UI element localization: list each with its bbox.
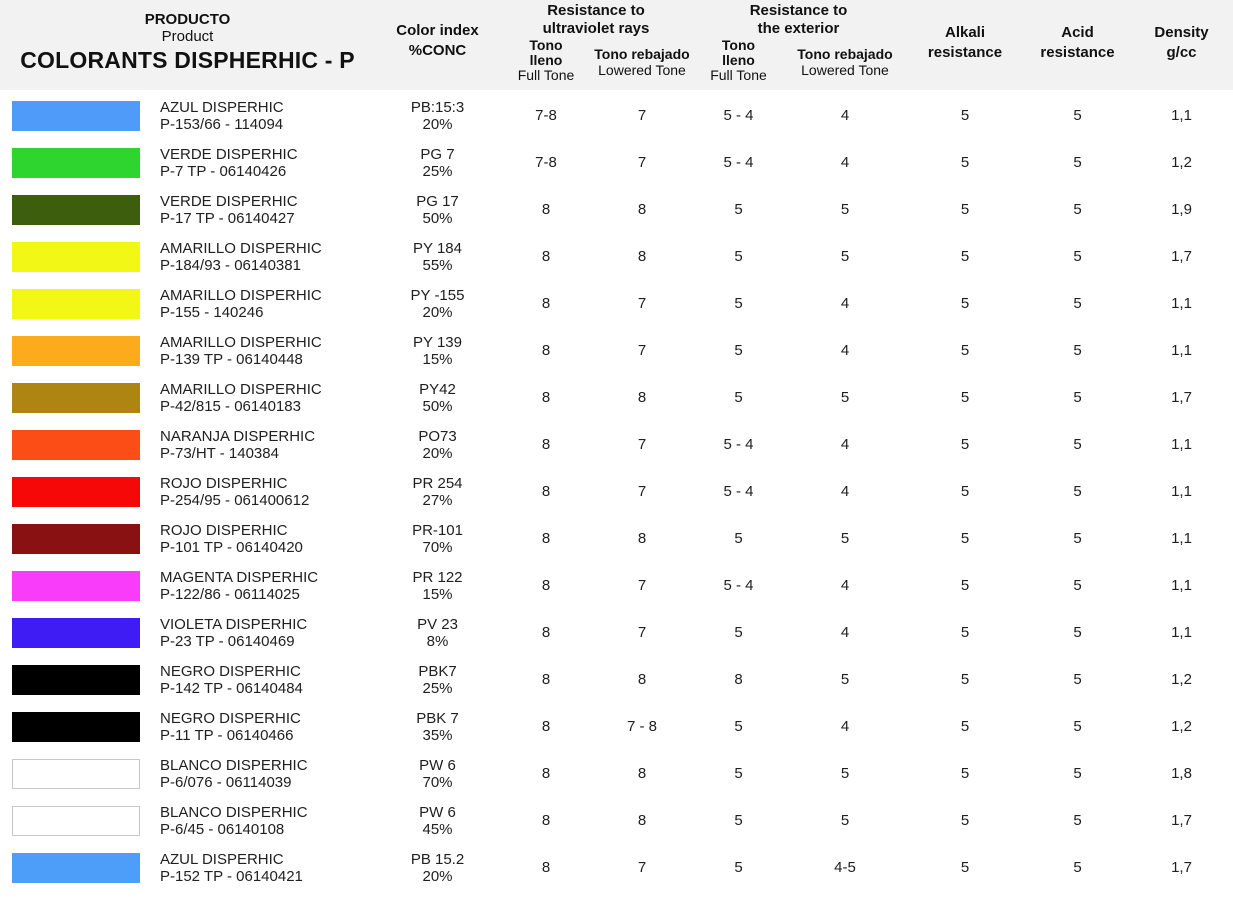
page-title: COLORANTS DISPHERHIC - P	[20, 47, 355, 73]
concentration-value: 50%	[422, 397, 453, 415]
table-row	[0, 374, 1233, 421]
concentration-value: 20%	[422, 115, 453, 133]
product-label: Product	[161, 28, 214, 45]
table-row	[0, 233, 1233, 280]
color-index-value: PY -155	[410, 286, 465, 304]
color-index-cell	[375, 475, 500, 509]
exterior-lowered-tone-value: 5	[840, 201, 850, 218]
color-index-cell	[375, 193, 500, 227]
product-cell	[150, 569, 375, 603]
alkali-resistance-header: Alkali resistance	[927, 24, 1003, 61]
density-value: 1,1	[1171, 577, 1192, 594]
product-name: BLANCO DISPERHIC	[160, 756, 308, 774]
product-code: P-7 TP - 06140426	[160, 162, 287, 180]
product-name: VIOLETA DISPERHIC	[160, 615, 308, 633]
color-swatch	[12, 336, 140, 366]
exterior-full-tone-value: 5	[734, 389, 743, 406]
color-index-value: PG 17	[416, 192, 459, 210]
exterior-full-tone-value: 5	[734, 530, 743, 547]
color-index-value: PR 122	[412, 568, 463, 586]
uv-full-tone-value: 8	[541, 859, 551, 876]
product-code: P-142 TP - 06140484	[160, 679, 303, 697]
acid-resistance-value: 5	[1073, 107, 1082, 124]
color-swatch	[12, 195, 140, 225]
density-value: 1,7	[1171, 389, 1192, 406]
product-cell	[150, 522, 375, 556]
acid-resistance-value: 5	[1073, 154, 1082, 171]
color-index-value: PY42	[419, 380, 456, 398]
product-cell	[150, 710, 375, 744]
swatch-cell	[0, 759, 150, 789]
uv-lowered-tone-value: 8	[637, 812, 647, 829]
exterior-lowered-tone-value: 5	[840, 671, 850, 688]
product-name: VERDE DISPERHIC	[160, 192, 298, 210]
acid-resistance-value: 5	[1073, 624, 1082, 641]
density-header: Density g/cc	[1154, 24, 1209, 61]
uv-full-tone-value: 8	[541, 201, 551, 218]
swatch-cell	[0, 336, 150, 366]
product-code: P-153/66 - 114094	[160, 115, 284, 133]
color-swatch	[12, 148, 140, 178]
table-row	[0, 750, 1233, 797]
acid-resistance-value: 5	[1073, 436, 1082, 453]
exterior-lowered-tone-value: 4	[840, 154, 850, 171]
color-index-cell	[375, 99, 500, 133]
alkali-resistance-value: 5	[960, 718, 970, 735]
exterior-full-tone-value: 5	[734, 859, 743, 876]
product-code: P-73/HT - 140384	[160, 444, 279, 462]
table-header	[0, 0, 1233, 90]
exterior-lowered-tone-value: 4	[840, 107, 850, 124]
product-name: AMARILLO DISPERHIC	[160, 333, 322, 351]
uv-full-tone-value: 8	[541, 483, 551, 500]
concentration-value: 55%	[422, 256, 453, 274]
density-value: 1,1	[1171, 342, 1192, 359]
product-name: AMARILLO DISPERHIC	[160, 286, 322, 304]
density-value: 1,2	[1171, 154, 1192, 171]
uv-lowered-tone-header: Tono rebajado Lowered Tone	[594, 46, 690, 78]
acid-resistance-header: Acid resistance	[1040, 24, 1115, 61]
product-cell	[150, 616, 375, 650]
product-code: P-101 TP - 06140420	[160, 538, 303, 556]
exterior-full-tone-value: 5	[734, 624, 743, 641]
uv-full-tone-header: Tono lleno Full Tone	[517, 37, 575, 83]
product-cell	[150, 804, 375, 838]
uv-full-tone-value: 8	[541, 671, 551, 688]
color-swatch	[12, 665, 140, 695]
product-code: P-139 TP - 06140448	[160, 350, 303, 368]
uv-lowered-tone-value: 7	[637, 154, 647, 171]
acid-resistance-value: 5	[1073, 295, 1082, 312]
product-code: P-6/076 - 06114039	[160, 773, 292, 791]
concentration-value: 15%	[422, 585, 453, 603]
density-value: 1,2	[1171, 718, 1192, 735]
acid-resistance-value: 5	[1073, 342, 1082, 359]
swatch-cell	[0, 477, 150, 507]
color-index-cell	[375, 240, 500, 274]
table-row	[0, 703, 1233, 750]
exterior-full-tone-value: 5	[734, 201, 743, 218]
concentration-value: 27%	[422, 491, 453, 509]
color-index-value: PR-101	[412, 521, 463, 539]
exterior-lowered-tone-value: 4	[840, 342, 850, 359]
uv-lowered-tone-value: 8	[637, 765, 647, 782]
exterior-full-tone-value: 5 - 4	[723, 577, 754, 594]
color-swatch	[12, 618, 140, 648]
density-value: 1,7	[1171, 248, 1192, 265]
color-swatch	[12, 806, 140, 836]
swatch-cell	[0, 242, 150, 272]
product-cell	[150, 240, 375, 274]
product-cell	[150, 334, 375, 368]
exterior-full-tone-value: 5	[734, 812, 743, 829]
acid-resistance-value: 5	[1073, 812, 1082, 829]
uv-lowered-tone-value: 8	[637, 201, 647, 218]
color-swatch	[12, 383, 140, 413]
alkali-resistance-value: 5	[960, 812, 970, 829]
concentration-value: 25%	[422, 679, 453, 697]
color-index-value: PR 254	[412, 474, 463, 492]
swatch-cell	[0, 430, 150, 460]
acid-resistance-value: 5	[1073, 765, 1082, 782]
exterior-full-tone-value: 5	[734, 342, 743, 359]
swatch-cell	[0, 665, 150, 695]
color-index-value: PW 6	[419, 803, 456, 821]
exterior-full-tone-value: 5	[734, 295, 743, 312]
product-name: AMARILLO DISPERHIC	[160, 380, 322, 398]
acid-resistance-value: 5	[1073, 483, 1082, 500]
product-cell	[150, 146, 375, 180]
color-index-cell	[375, 663, 500, 697]
color-index-value: PBK 7	[416, 709, 459, 727]
alkali-resistance-value: 5	[960, 436, 970, 453]
table-row	[0, 797, 1233, 844]
product-name: BLANCO DISPERHIC	[160, 803, 308, 821]
product-cell	[150, 475, 375, 509]
density-value: 1,1	[1171, 295, 1192, 312]
color-swatch	[12, 289, 140, 319]
uv-lowered-tone-value: 7	[637, 436, 647, 453]
product-cell	[150, 99, 375, 133]
product-code: P-155 - 140246	[160, 303, 264, 321]
alkali-resistance-value: 5	[960, 295, 970, 312]
swatch-cell	[0, 712, 150, 742]
alkali-resistance-value: 5	[960, 530, 970, 547]
uv-full-tone-value: 8	[541, 342, 551, 359]
color-index-cell	[375, 381, 500, 415]
density-value: 1,7	[1171, 859, 1192, 876]
color-index-cell	[375, 710, 500, 744]
table-row	[0, 609, 1233, 656]
concentration-value: 20%	[422, 303, 453, 321]
alkali-resistance-value: 5	[960, 248, 970, 265]
table-row	[0, 280, 1233, 327]
product-name: ROJO DISPERHIC	[160, 521, 288, 539]
alkali-resistance-value: 5	[960, 577, 970, 594]
color-index-value: PY 184	[413, 239, 462, 257]
product-name: NEGRO DISPERHIC	[160, 662, 301, 680]
table-row	[0, 186, 1233, 233]
product-code: P-42/815 - 06140183	[160, 397, 301, 415]
product-name: AZUL DISPERHIC	[160, 98, 284, 116]
acid-resistance-value: 5	[1073, 859, 1082, 876]
uv-lowered-tone-value: 8	[637, 530, 647, 547]
uv-full-tone-value: 8	[541, 718, 551, 735]
swatch-cell	[0, 289, 150, 319]
uv-full-tone-value: 7-8	[535, 154, 557, 171]
exterior-lowered-tone-value: 4	[840, 577, 850, 594]
product-cell	[150, 663, 375, 697]
concentration-value: 15%	[422, 350, 453, 368]
uv-resistance-group-header: Resistance to ultraviolet rays	[542, 2, 650, 37]
alkali-resistance-value: 5	[960, 342, 970, 359]
color-swatch	[12, 477, 140, 507]
product-name: AZUL DISPERHIC	[160, 850, 284, 868]
uv-lowered-tone-value: 7	[637, 107, 647, 124]
density-value: 1,8	[1171, 765, 1192, 782]
uv-lowered-tone-value: 7	[637, 483, 647, 500]
uv-full-tone-value: 8	[541, 436, 551, 453]
swatch-cell	[0, 383, 150, 413]
density-value: 1,7	[1171, 812, 1192, 829]
density-value: 1,1	[1171, 107, 1192, 124]
color-index-value: PG 7	[420, 145, 455, 163]
uv-lowered-tone-value: 8	[637, 671, 647, 688]
product-code: P-122/86 - 06114025	[160, 585, 300, 603]
alkali-resistance-value: 5	[960, 624, 970, 641]
acid-resistance-value: 5	[1073, 718, 1082, 735]
exterior-lowered-tone-header: Tono rebajado Lowered Tone	[797, 46, 893, 78]
table-row	[0, 139, 1233, 186]
uv-lowered-tone-value: 7	[637, 577, 647, 594]
product-cell	[150, 757, 375, 791]
exterior-full-tone-value: 5 - 4	[723, 483, 754, 500]
swatch-cell	[0, 618, 150, 648]
density-value: 1,1	[1171, 436, 1192, 453]
uv-full-tone-value: 8	[541, 530, 551, 547]
density-value: 1,1	[1171, 483, 1192, 500]
table-row	[0, 562, 1233, 609]
uv-full-tone-value: 8	[541, 624, 551, 641]
swatch-cell	[0, 524, 150, 554]
concentration-value: 8%	[426, 632, 449, 650]
uv-full-tone-value: 8	[541, 812, 551, 829]
product-name: NEGRO DISPERHIC	[160, 709, 301, 727]
exterior-lowered-tone-value: 4-5	[834, 859, 856, 876]
color-swatch	[12, 571, 140, 601]
swatch-cell	[0, 853, 150, 883]
swatch-cell	[0, 806, 150, 836]
density-value: 1,1	[1171, 530, 1192, 547]
concentration-value: 70%	[422, 773, 453, 791]
table-row	[0, 515, 1233, 562]
color-index-cell	[375, 616, 500, 650]
color-swatch	[12, 101, 140, 131]
producto-label: PRODUCTO	[144, 11, 231, 28]
color-index-cell	[375, 522, 500, 556]
uv-lowered-tone-value: 7 - 8	[626, 718, 657, 735]
color-index-cell	[375, 569, 500, 603]
color-index-cell	[375, 804, 500, 838]
exterior-full-tone-header: Tono lleno Full Tone	[710, 37, 767, 83]
color-swatch	[12, 524, 140, 554]
swatch-cell	[0, 101, 150, 131]
uv-lowered-tone-value: 7	[637, 295, 647, 312]
exterior-lowered-tone-value: 5	[840, 765, 850, 782]
uv-full-tone-value: 8	[541, 389, 551, 406]
exterior-lowered-tone-value: 4	[840, 718, 850, 735]
product-name: ROJO DISPERHIC	[160, 474, 288, 492]
alkali-resistance-value: 5	[960, 201, 970, 218]
concentration-value: 50%	[422, 209, 453, 227]
color-swatch	[12, 712, 140, 742]
exterior-lowered-tone-value: 4	[840, 436, 850, 453]
uv-lowered-tone-value: 7	[637, 624, 647, 641]
product-code: P-17 TP - 06140427	[160, 209, 295, 227]
table-row	[0, 92, 1233, 139]
color-index-value: PY 139	[413, 333, 462, 351]
color-index-value: PW 6	[419, 756, 456, 774]
product-code: P-152 TP - 06140421	[160, 867, 303, 885]
acid-resistance-value: 5	[1073, 530, 1082, 547]
color-index-cell	[375, 334, 500, 368]
exterior-lowered-tone-value: 4	[840, 295, 850, 312]
alkali-resistance-value: 5	[960, 671, 970, 688]
concentration-value: 20%	[422, 867, 453, 885]
product-code: P-11 TP - 06140466	[160, 726, 294, 744]
uv-lowered-tone-value: 8	[637, 389, 647, 406]
exterior-full-tone-value: 5	[734, 765, 743, 782]
concentration-value: 25%	[422, 162, 453, 180]
color-index-value: PBK7	[418, 662, 457, 680]
product-name: MAGENTA DISPERHIC	[160, 568, 319, 586]
density-value: 1,2	[1171, 671, 1192, 688]
swatch-cell	[0, 148, 150, 178]
exterior-resistance-group-header: Resistance to the exterior	[749, 2, 848, 37]
product-cell	[150, 193, 375, 227]
uv-full-tone-value: 8	[541, 577, 551, 594]
alkali-resistance-value: 5	[960, 107, 970, 124]
color-index-value: PB 15.2	[410, 850, 465, 868]
acid-resistance-value: 5	[1073, 201, 1082, 218]
product-code: P-23 TP - 06140469	[160, 632, 295, 650]
uv-full-tone-value: 7-8	[535, 107, 557, 124]
uv-lowered-tone-value: 7	[637, 859, 647, 876]
product-cell	[150, 851, 375, 885]
table-row	[0, 844, 1233, 891]
table-row	[0, 327, 1233, 374]
density-value: 1,1	[1171, 624, 1192, 641]
alkali-resistance-value: 5	[960, 859, 970, 876]
acid-resistance-value: 5	[1073, 248, 1082, 265]
product-code: P-254/95 - 061400612	[160, 491, 310, 509]
concentration-value: 35%	[422, 726, 453, 744]
exterior-full-tone-value: 5 - 4	[723, 154, 754, 171]
color-index-cell	[375, 146, 500, 180]
exterior-full-tone-value: 5 - 4	[723, 107, 754, 124]
uv-full-tone-value: 8	[541, 765, 551, 782]
concentration-value: 20%	[422, 444, 453, 462]
product-name: NARANJA DISPERHIC	[160, 427, 316, 445]
color-index-cell	[375, 851, 500, 885]
alkali-resistance-value: 5	[960, 389, 970, 406]
color-index-cell	[375, 757, 500, 791]
uv-full-tone-value: 8	[541, 295, 551, 312]
concentration-value: 45%	[422, 820, 453, 838]
exterior-full-tone-value: 8	[734, 671, 743, 688]
table-body	[0, 90, 1233, 891]
alkali-resistance-value: 5	[960, 483, 970, 500]
acid-resistance-value: 5	[1073, 671, 1082, 688]
acid-resistance-value: 5	[1073, 389, 1082, 406]
uv-full-tone-value: 8	[541, 248, 551, 265]
exterior-full-tone-value: 5	[734, 248, 743, 265]
color-swatch	[12, 242, 140, 272]
exterior-lowered-tone-value: 4	[840, 483, 850, 500]
product-cell	[150, 428, 375, 462]
color-swatch	[12, 853, 140, 883]
density-value: 1,9	[1171, 201, 1192, 218]
product-code: P-6/45 - 06140108	[160, 820, 285, 838]
color-index-cell	[375, 428, 500, 462]
acid-resistance-value: 5	[1073, 577, 1082, 594]
exterior-lowered-tone-value: 4	[840, 624, 850, 641]
color-index-value: PO73	[418, 427, 457, 445]
exterior-lowered-tone-value: 5	[840, 248, 850, 265]
table-row	[0, 421, 1233, 468]
color-index-cell	[375, 287, 500, 321]
exterior-lowered-tone-value: 5	[840, 389, 850, 406]
product-name: AMARILLO DISPERHIC	[160, 239, 322, 257]
swatch-cell	[0, 571, 150, 601]
product-name: VERDE DISPERHIC	[160, 145, 298, 163]
color-index-value: PV 23	[417, 615, 458, 633]
color-index-value: PB:15:3	[410, 98, 465, 116]
exterior-lowered-tone-value: 5	[840, 812, 850, 829]
exterior-lowered-tone-value: 5	[840, 530, 850, 547]
color-swatch	[12, 759, 140, 789]
table-row	[0, 656, 1233, 703]
product-column-header	[0, 0, 375, 90]
alkali-resistance-value: 5	[960, 765, 970, 782]
uv-lowered-tone-value: 8	[637, 248, 647, 265]
color-index-column-header: Color index %CONC	[396, 22, 479, 59]
product-code: P-184/93 - 06140381	[160, 256, 301, 274]
alkali-resistance-value: 5	[960, 154, 970, 171]
product-cell	[150, 287, 375, 321]
table-row	[0, 468, 1233, 515]
exterior-full-tone-value: 5	[734, 718, 743, 735]
product-cell	[150, 381, 375, 415]
uv-lowered-tone-value: 7	[637, 342, 647, 359]
exterior-full-tone-value: 5 - 4	[723, 436, 754, 453]
concentration-value: 70%	[422, 538, 453, 556]
swatch-cell	[0, 195, 150, 225]
color-swatch	[12, 430, 140, 460]
